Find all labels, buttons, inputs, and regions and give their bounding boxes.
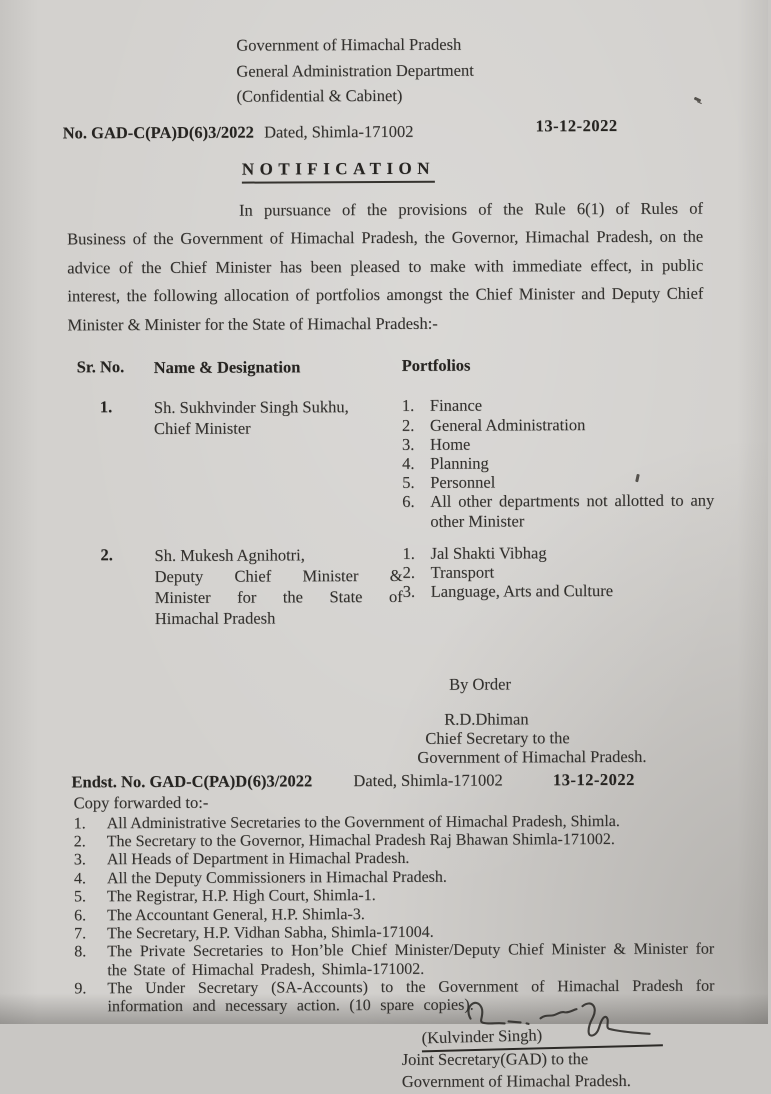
portfolio-item bbox=[402, 433, 714, 454]
portfolios-list bbox=[402, 395, 715, 531]
portfolio-text: All other departments not allotted to any other Minister bbox=[430, 491, 715, 531]
copy-list-item bbox=[74, 941, 714, 980]
item-number bbox=[74, 852, 107, 870]
letterhead-line-1: Government of Himachal Pradesh bbox=[236, 34, 462, 55]
sr-number: 2. bbox=[100, 545, 113, 565]
portfolio-text: Language, Arts and Culture bbox=[430, 581, 614, 602]
column-header-sr-no: Sr. No. bbox=[76, 357, 125, 377]
item-text: The Private Secretaries to Hon’ble Chief Minister/Deputy Chief Minister & Minister for the State of Himachal Pradesh, Shimla-171002. bbox=[107, 940, 715, 979]
endorsement-number: Endst. No. GAD-C(PA)D(6)3/2022 bbox=[71, 771, 313, 792]
table-header-row bbox=[77, 355, 768, 379]
name-line: Sh. Mukesh Agnihotri, bbox=[154, 545, 305, 565]
portfolio-item bbox=[402, 491, 714, 531]
portfolio-number bbox=[402, 492, 430, 531]
notification-title: NOTIFICATION bbox=[242, 158, 435, 183]
portfolio-text: Planning bbox=[430, 453, 489, 473]
item-number bbox=[74, 925, 107, 943]
minister-name-designation bbox=[154, 544, 402, 629]
item-text: The Secretary, H.P. Vidhan Sabha, Shimla-171004. bbox=[107, 923, 434, 943]
portfolio-item bbox=[402, 453, 714, 474]
portfolio-text: General Administration bbox=[429, 414, 586, 435]
signatory-organisation: Government of Himachal Pradesh. bbox=[401, 1070, 631, 1091]
item-text: All Heads of Department in Himachal Pradesh. bbox=[106, 850, 410, 869]
portfolio-number bbox=[402, 435, 430, 454]
item-text: The Registrar, H.P. High Court, Shimla-1. bbox=[106, 887, 376, 906]
body-paragraph bbox=[67, 194, 704, 340]
portfolio-number bbox=[402, 544, 430, 563]
paragraph-line: interest, the following allocation of portfolios amongst the Chief Minister and Deputy Chief bbox=[67, 283, 704, 306]
item-number bbox=[74, 833, 107, 851]
reference-number: No. GAD-C(PA)D(6)3/2022 bbox=[62, 122, 254, 142]
letterhead-line-2: General Administration Department bbox=[236, 60, 474, 81]
signatory-designation: Joint Secretary(GAD) to the bbox=[401, 1049, 589, 1069]
portfolio-number bbox=[402, 396, 430, 415]
portfolio-text: Transport bbox=[430, 562, 495, 582]
name-line: Minister for the State of bbox=[154, 586, 403, 607]
item-number bbox=[74, 907, 107, 925]
portfolio-number bbox=[403, 563, 431, 582]
item-number bbox=[74, 943, 107, 980]
letterhead bbox=[236, 0, 766, 109]
item-number bbox=[74, 980, 107, 1017]
sr-number: 1. bbox=[99, 397, 113, 417]
name-line: Himachal Pradesh bbox=[154, 608, 276, 628]
item-number bbox=[74, 870, 107, 888]
endorsement-date: 13-12-2022 bbox=[552, 769, 635, 790]
portfolio-item bbox=[402, 472, 714, 493]
signatory-designation: Chief Secretary to the bbox=[425, 728, 570, 749]
portfolio-text: Finance bbox=[429, 396, 483, 416]
portfolio-number bbox=[402, 415, 430, 434]
portfolio-item bbox=[403, 562, 715, 583]
reference-dated: Dated, Shimla-171002 bbox=[264, 121, 414, 142]
endorsement-line bbox=[71, 769, 769, 792]
reference-date: 13-12-2022 bbox=[535, 115, 618, 135]
signatory-block-chief-secretary bbox=[1, 708, 769, 769]
reference-line bbox=[62, 115, 767, 143]
letterhead-line-3: (Confidential & Cabinet) bbox=[236, 85, 403, 106]
name-line: Deputy Chief Minister & bbox=[154, 565, 403, 586]
item-text: The Secretary to the Governor, Himachal Pradesh Raj Bhawan Shimla-171002. bbox=[106, 831, 615, 851]
paragraph-line: Minister & Minister for the State of Himachal Pradesh:- bbox=[67, 313, 438, 335]
item-text: The Accountant General, H.P. Shimla-3. bbox=[107, 905, 365, 924]
portfolio-text: Home bbox=[429, 434, 471, 454]
by-order-label: By Order bbox=[449, 674, 511, 694]
signatory-organisation: Government of Himachal Pradesh. bbox=[417, 747, 647, 768]
signatory-name: (Kulvinder Singh) bbox=[421, 1021, 662, 1052]
portfolio-text: Personnel bbox=[430, 472, 496, 493]
portfolio-item bbox=[402, 414, 714, 435]
endorsement-dated: Dated, Shimla-171002 bbox=[353, 770, 503, 790]
minister-name-designation bbox=[154, 396, 402, 439]
item-number bbox=[74, 888, 107, 906]
signatory-name: R.D.Dhiman bbox=[444, 709, 529, 729]
portfolio-number bbox=[402, 454, 430, 473]
portfolios-list bbox=[402, 542, 714, 601]
name-line: Sh. Sukhvinder Singh Sukhu, bbox=[153, 397, 349, 418]
column-header-name-designation: Name & Designation bbox=[153, 357, 301, 378]
portfolio-text: Jal Shakti Vibhag bbox=[430, 543, 547, 563]
item-text: The Under Secretary (SA-Accounts) to the Government of Himachal Pradesh for information and necessary action. (10 spare copies). bbox=[107, 977, 715, 1016]
paragraph-line: In pursuance of the provisions of the Rule 6(1) of Rules of bbox=[238, 198, 704, 220]
table-row bbox=[77, 542, 768, 629]
item-number bbox=[74, 815, 107, 833]
signatory-block-joint-secretary bbox=[402, 1023, 771, 1092]
copy-forwarded-list bbox=[74, 812, 715, 1017]
portfolio-number bbox=[403, 582, 431, 601]
table-row bbox=[77, 395, 769, 532]
portfolio-number bbox=[402, 473, 430, 492]
item-text: All the Deputy Commissioners in Himachal Pradesh. bbox=[106, 868, 447, 888]
paragraph-line: Business of the Government of Himachal Pradesh, the Governor, Himachal Pradesh, on the bbox=[67, 226, 704, 249]
column-header-portfolios: Portfolios bbox=[401, 356, 471, 376]
paragraph-line: advice of the Chief Minister has been pleased to make with immediate effect, in public bbox=[67, 255, 704, 278]
name-line: Chief Minister bbox=[153, 419, 251, 439]
item-text: All Administrative Secretaries to the Government of Himachal Pradesh, Shimla. bbox=[106, 812, 620, 832]
portfolio-item bbox=[402, 542, 714, 563]
copy-forwarded-label: Copy forwarded to:- bbox=[73, 792, 209, 813]
portfolio-item bbox=[402, 395, 714, 416]
portfolio-item bbox=[403, 581, 715, 602]
